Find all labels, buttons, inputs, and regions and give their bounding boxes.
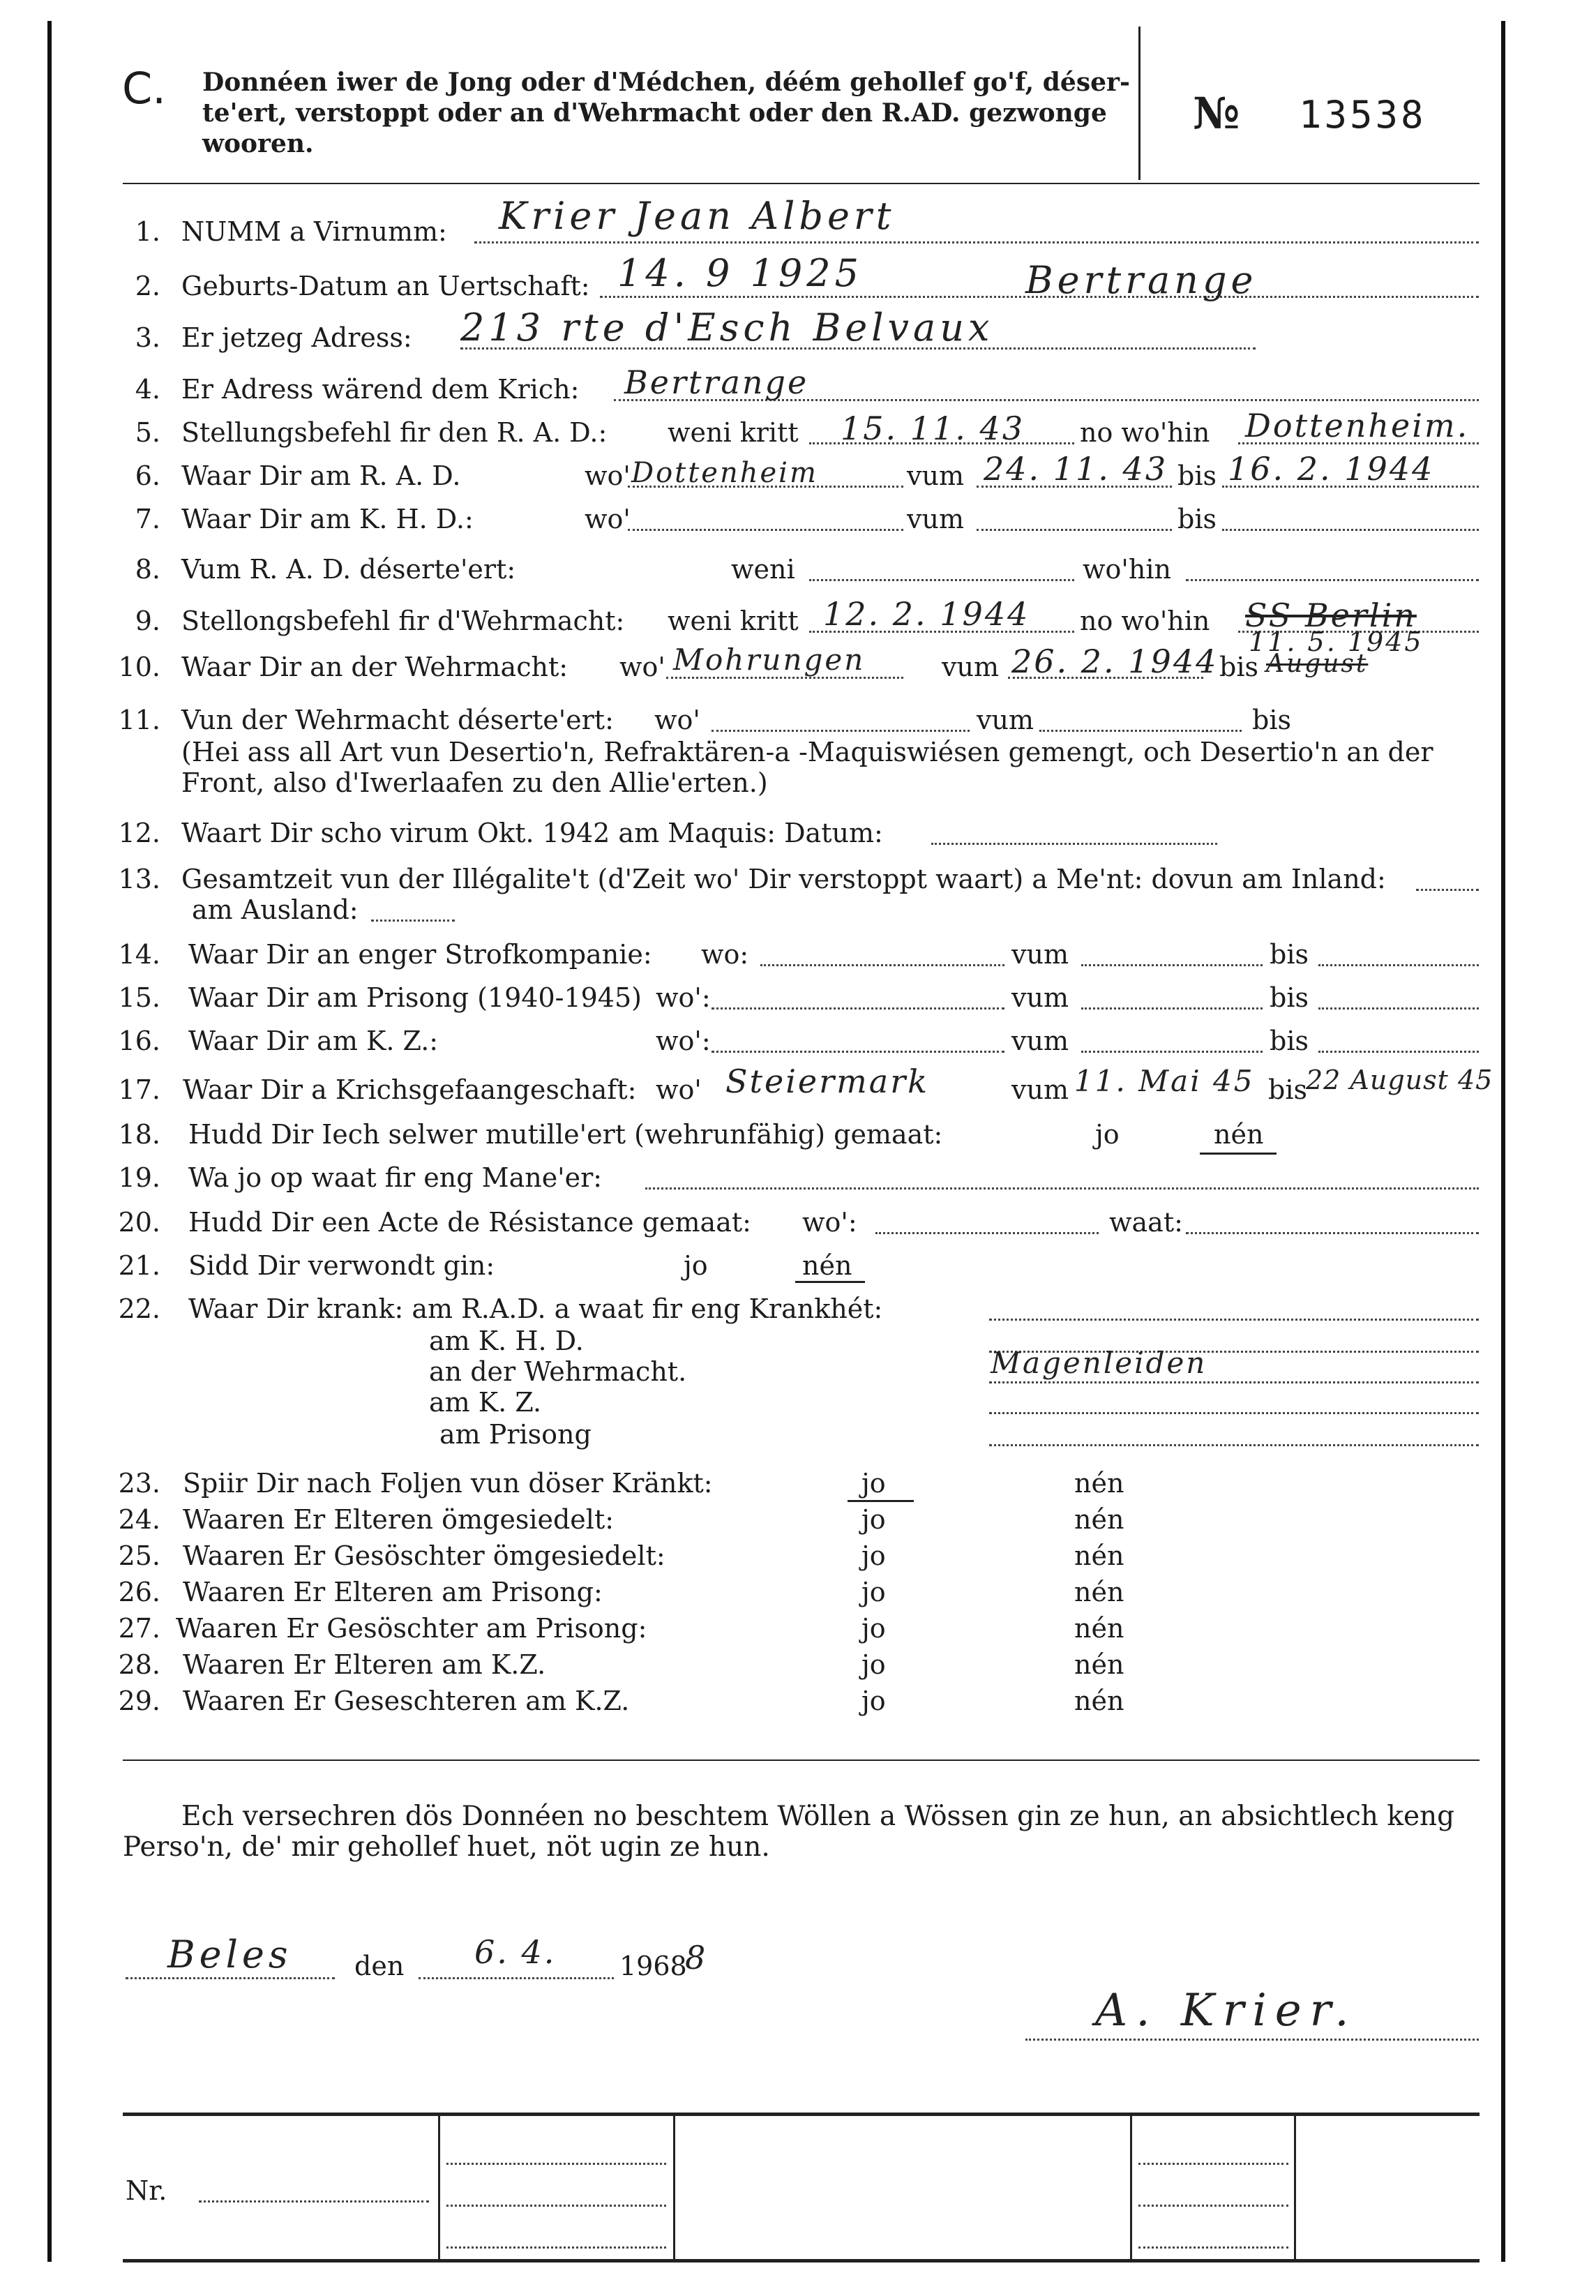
row-20-wo-label: wo': (802, 1207, 857, 1238)
row-27-label: Waaren Er Gesöschter am Prisong: (176, 1613, 647, 1644)
row-7-bis-field (1222, 529, 1479, 531)
row-21-nen: nén (802, 1250, 852, 1281)
den-label: den (354, 1951, 405, 1981)
row-7-wo-label: wo' (585, 504, 631, 534)
row-28-jo: jo (861, 1649, 886, 1680)
row-27-nen: nén (1074, 1613, 1124, 1644)
row-5-number: 5. (135, 417, 160, 448)
row-7-vum-label: vum (907, 504, 964, 534)
row-8-wohin-field (1186, 579, 1479, 581)
row-16-bis-field (1318, 1051, 1479, 1053)
row-4-label: Er Adress wärend dem Krich: (181, 374, 580, 405)
row-24-jo: jo (861, 1504, 886, 1535)
row-11-wo-field (712, 730, 970, 732)
row-8-number: 8. (135, 554, 160, 585)
row-14-vum-label: vum (1011, 939, 1069, 970)
row-16-wo-field (712, 1051, 1004, 1053)
row-23-number: 23. (118, 1468, 160, 1499)
row-14-bis-label: bis (1270, 939, 1309, 970)
row-5-when: 15. 11. 43 (841, 410, 1025, 447)
row-4-value: Bertrange (624, 363, 809, 401)
row-10-number: 10. (118, 652, 160, 682)
row-16-wo-label: wo': (656, 1026, 711, 1056)
row-2-place: Bertrange (1025, 258, 1258, 302)
row-15-number: 15. (118, 982, 160, 1013)
row-11-bis-label: bis (1252, 705, 1291, 735)
row-6-number: 6. (135, 460, 160, 491)
row-15-label: Waar Dir am Prisong (1940-1945) (188, 982, 642, 1013)
row-10-vum: 26. 2. 1944 (1011, 643, 1219, 680)
row-25-number: 25. (118, 1540, 160, 1571)
row-18-nen-underline (1200, 1153, 1277, 1155)
footer-cell-3a (1138, 2163, 1288, 2165)
row-24-label: Waaren Er Elteren ömgesiedelt: (183, 1504, 615, 1535)
row-14-vum-field (1081, 964, 1263, 966)
row-26-jo: jo (861, 1577, 886, 1607)
row-22-prisong-field (989, 1444, 1479, 1446)
row-21-number: 21. (118, 1250, 160, 1281)
row-7-label: Waar Dir am K. H. D.: (181, 504, 474, 534)
row-25-jo: jo (861, 1540, 886, 1571)
form-number: 13538 (1299, 93, 1426, 137)
header-title-line-3: wooren. (202, 129, 314, 158)
row-12-field (931, 843, 1217, 845)
row-18-jo: jo (1095, 1119, 1120, 1150)
place-field (126, 1977, 335, 1979)
row-22-sub-prisong: am Prisong (439, 1419, 592, 1450)
row-10-wo: Mohrungen (673, 643, 866, 677)
row-26-number: 26. (118, 1577, 160, 1607)
row-17-label: Waar Dir a Krichsgefaangeschaft: (183, 1074, 637, 1105)
row-11-note-1: (Hei ass all Art vun Desertio'n, Refraktären-a -Maquiswiésen gemengt, och Desertio'n an der (181, 737, 1433, 767)
row-10-wo-label: wo' (619, 652, 665, 682)
row-10-bis: 11. 5. 1945 (1249, 626, 1424, 657)
row-11-note-2: Front, also d'Iwerlaafen zu den Allie'erten.) (181, 767, 768, 798)
row-25-nen: nén (1074, 1540, 1124, 1571)
row-18-label: Hudd Dir Iech selwer mutille'ert (wehrunfähig) gemaat: (188, 1119, 943, 1150)
row-14-label: Waar Dir an enger Strofkompanie: (188, 939, 652, 970)
row-15-wo-label: wo': (656, 982, 711, 1013)
row-20-label: Hudd Dir een Acte de Résistance gemaat: (188, 1207, 751, 1238)
row-26-nen: nén (1074, 1577, 1124, 1607)
row-19-field (645, 1187, 1479, 1190)
row-15-wo-field (712, 1007, 1004, 1010)
footer-top-rule (123, 2113, 1480, 2116)
row-9-label: Stellongsbefehl fir d'Wehrmacht: (181, 606, 625, 636)
row-19-number: 19. (118, 1162, 160, 1193)
row-13-ausland-field (371, 920, 455, 922)
row-6-wo-label: wo' (585, 460, 631, 491)
header-rule (123, 183, 1480, 184)
row-7-wo-field (628, 529, 903, 531)
row-22-label: Waar Dir krank: am R.A.D. a waat fir eng Krankhét: (188, 1293, 883, 1324)
header-divider (1138, 27, 1140, 180)
row-28-nen: nén (1074, 1649, 1124, 1680)
row-6-vum: 24. 11. 43 (984, 450, 1168, 488)
row-8-label: Vum R. A. D. déserte'ert: (181, 554, 516, 585)
row-7-vum-field (977, 529, 1172, 531)
row-5-where: Dottenheim. (1245, 407, 1470, 444)
row-5-where-label: no wo'hin (1080, 417, 1210, 448)
footer-col-4 (1294, 2114, 1296, 2260)
footer-col-1 (438, 2114, 440, 2260)
row-8-wohin-label: wo'hin (1083, 554, 1171, 585)
row-25-label: Waaren Er Gesöschter ömgesiedelt: (183, 1540, 665, 1571)
row-9-where-label: no wo'hin (1080, 606, 1210, 636)
row-20-waat-field (1186, 1232, 1479, 1234)
row-26-label: Waaren Er Elteren am Prisong: (183, 1577, 603, 1607)
row-9-when: 12. 2. 1944 (823, 595, 1030, 633)
row-14-wo-field (760, 964, 1004, 966)
row-20-waat-label: waat: (1109, 1207, 1183, 1238)
row-20-number: 20. (118, 1207, 160, 1238)
row-1-label: NUMM a Virnumm: (181, 216, 447, 247)
row-28-number: 28. (118, 1649, 160, 1680)
footer-cell-1a (446, 2163, 666, 2165)
row-23-jo-underline (848, 1500, 914, 1502)
row-14-bis-field (1318, 964, 1479, 966)
footer-col-3 (1130, 2114, 1132, 2260)
row-13-inland-field (1416, 889, 1479, 891)
footer-cell-1b (446, 2205, 666, 2207)
declaration-rule (123, 1759, 1480, 1761)
row-11-vum-label: vum (977, 705, 1034, 735)
row-11-number: 11. (118, 705, 160, 735)
row-24-nen: nén (1074, 1504, 1124, 1535)
row-9-when-label: weni kritt (668, 606, 799, 636)
footer-nr-field (199, 2200, 429, 2203)
row-15-bis-field (1318, 1007, 1479, 1010)
row-23-jo: jo (861, 1468, 886, 1499)
signature-field (1025, 2039, 1479, 2041)
footer-cell-3c (1138, 2246, 1288, 2249)
row-20-wo-field (875, 1232, 1099, 1234)
row-17-wo: Steiermark (725, 1063, 930, 1100)
row-29-nen: nén (1074, 1686, 1124, 1716)
row-17-bis: 22 August 45 (1306, 1065, 1493, 1095)
row-12-number: 12. (118, 818, 160, 848)
row-23-label: Spiir Dir nach Foljen vun döser Kränkt: (183, 1468, 713, 1499)
header-title-line-1: Donnéen iwer de Jong oder d'Médchen, déém gehollef go'f, déser- (202, 68, 1130, 97)
row-11-label: Vun der Wehrmacht déserte'ert: (181, 705, 614, 735)
row-1-number: 1. (135, 216, 160, 247)
row-6-label: Waar Dir am R. A. D. (181, 460, 461, 491)
row-29-label: Waaren Er Geseschteren am K.Z. (183, 1686, 630, 1716)
row-5-label: Stellungsbefehl fir den R. A. D.: (181, 417, 608, 448)
footer-col-2 (673, 2114, 675, 2260)
row-12-label: Waart Dir scho virum Okt. 1942 am Maquis: Datum: (181, 818, 883, 848)
row-18-number: 18. (118, 1119, 160, 1150)
row-11-wo-label: wo' (654, 705, 700, 735)
row-18-nen: nén (1214, 1119, 1264, 1150)
row-23-nen: nén (1074, 1468, 1124, 1499)
row-7-bis-label: bis (1177, 504, 1217, 534)
row-16-vum-label: vum (1011, 1026, 1069, 1056)
number-symbol: № (1193, 88, 1240, 139)
row-2-date: 14. 9 1925 (617, 251, 863, 295)
row-17-number: 17. (118, 1074, 160, 1105)
row-10-vum-label: vum (942, 652, 999, 682)
row-22-rad-field (989, 1319, 1479, 1321)
date-field (419, 1977, 614, 1979)
row-3-number: 3. (135, 322, 160, 353)
row-9-number: 9. (135, 606, 160, 636)
row-5-when-label: weni kritt (668, 417, 799, 448)
row-6-wo: Dottenheim (631, 457, 818, 489)
footer-nr-label: Nr. (126, 2175, 167, 2206)
footer-bottom-rule (123, 2259, 1480, 2263)
row-1-value: Krier Jean Albert (499, 194, 896, 238)
row-22-wehrmacht-value: Magenleiden (991, 1346, 1207, 1380)
row-15-vum-label: vum (1011, 982, 1069, 1013)
row-6-vum-label: vum (907, 460, 964, 491)
row-1-field (474, 241, 1479, 243)
row-27-number: 27. (118, 1613, 160, 1644)
row-15-bis-label: bis (1270, 982, 1309, 1013)
row-8-weni-field (809, 579, 1074, 581)
row-14-wo-label: wo: (701, 939, 749, 970)
row-3-value: 213 rte d'Esch Belvaux (460, 306, 994, 350)
row-16-bis-label: bis (1270, 1026, 1309, 1056)
row-7-number: 7. (135, 504, 160, 534)
row-29-number: 29. (118, 1686, 160, 1716)
row-13-label-2: am Ausland: (192, 894, 359, 925)
row-19-label: Wa jo op waat fir eng Mane'er: (188, 1162, 603, 1193)
row-21-label: Sidd Dir verwondt gin: (188, 1250, 495, 1281)
row-6-bis-label: bis (1177, 460, 1217, 491)
row-6-bis: 16. 2. 1944 (1228, 450, 1435, 488)
date-value: 6. 4. (474, 1933, 557, 1971)
row-22-number: 22. (118, 1293, 160, 1324)
row-15-vum-field (1081, 1007, 1263, 1010)
row-21-nen-underline (795, 1281, 865, 1283)
row-11-vum-field (1039, 730, 1242, 732)
row-8-weni-label: weni (731, 554, 795, 585)
row-22-sub-khd: am K. H. D. (429, 1326, 584, 1356)
year-handwritten: 8 (685, 1939, 708, 1976)
declaration-line-2: Perso'n, de' mir gehollef huet, nöt ugin ze hun. (123, 1831, 770, 1863)
declaration-line-1: Ech versechren dös Donnéen no beschtem Wöllen a Wössen gin ze hun, an absichtlech keng (181, 1801, 1455, 1832)
row-4-number: 4. (135, 374, 160, 405)
row-13-number: 13. (118, 864, 160, 894)
footer-cell-1c (446, 2246, 666, 2249)
row-2-number: 2. (135, 271, 160, 301)
row-28-label: Waaren Er Elteren am K.Z. (183, 1649, 546, 1680)
row-10-bis-label: bis (1219, 652, 1258, 682)
row-22-kz-field (989, 1412, 1479, 1414)
row-22-sub-wehrmacht: an der Wehrmacht. (429, 1356, 687, 1387)
row-13-label: Gesamtzeit vun der Illégalite't (d'Zeit wo' Dir verstoppt waart) a Me'nt: dovun am Inland: (181, 864, 1386, 894)
row-22-sub-kz: am K. Z. (429, 1387, 542, 1418)
section-letter: C. (122, 63, 166, 114)
row-29-jo: jo (861, 1686, 886, 1716)
row-16-label: Waar Dir am K. Z.: (188, 1026, 439, 1056)
year-printed: 1968 (619, 1951, 687, 1981)
signature: A. Krier. (1095, 1985, 1357, 2036)
row-14-number: 14. (118, 939, 160, 970)
row-16-vum-field (1081, 1051, 1263, 1053)
row-17-bis-label: bis (1268, 1074, 1307, 1105)
row-9-where: SS Berlin (1245, 596, 1417, 634)
row-24-number: 24. (118, 1504, 160, 1535)
row-2-label: Geburts-Datum an Uertschaft: (181, 271, 590, 301)
place-value: Beles (167, 1933, 292, 1976)
footer-cell-3b (1138, 2205, 1288, 2207)
row-10-bis-struck: August (1266, 650, 1369, 678)
row-3-label: Er jetzeg Adress: (181, 322, 412, 353)
row-17-vum: 11. Mai 45 (1074, 1064, 1255, 1098)
header-title-line-2: te'ert, verstoppt oder an d'Wehrmacht oder den R.AD. gezwonge (202, 98, 1107, 128)
row-17-vum-label: vum (1011, 1074, 1069, 1105)
row-21-jo: jo (684, 1250, 708, 1281)
row-17-wo-label: wo' (656, 1074, 702, 1105)
row-16-number: 16. (118, 1026, 160, 1056)
row-10-label: Waar Dir an der Wehrmacht: (181, 652, 569, 682)
row-27-jo: jo (861, 1613, 886, 1644)
